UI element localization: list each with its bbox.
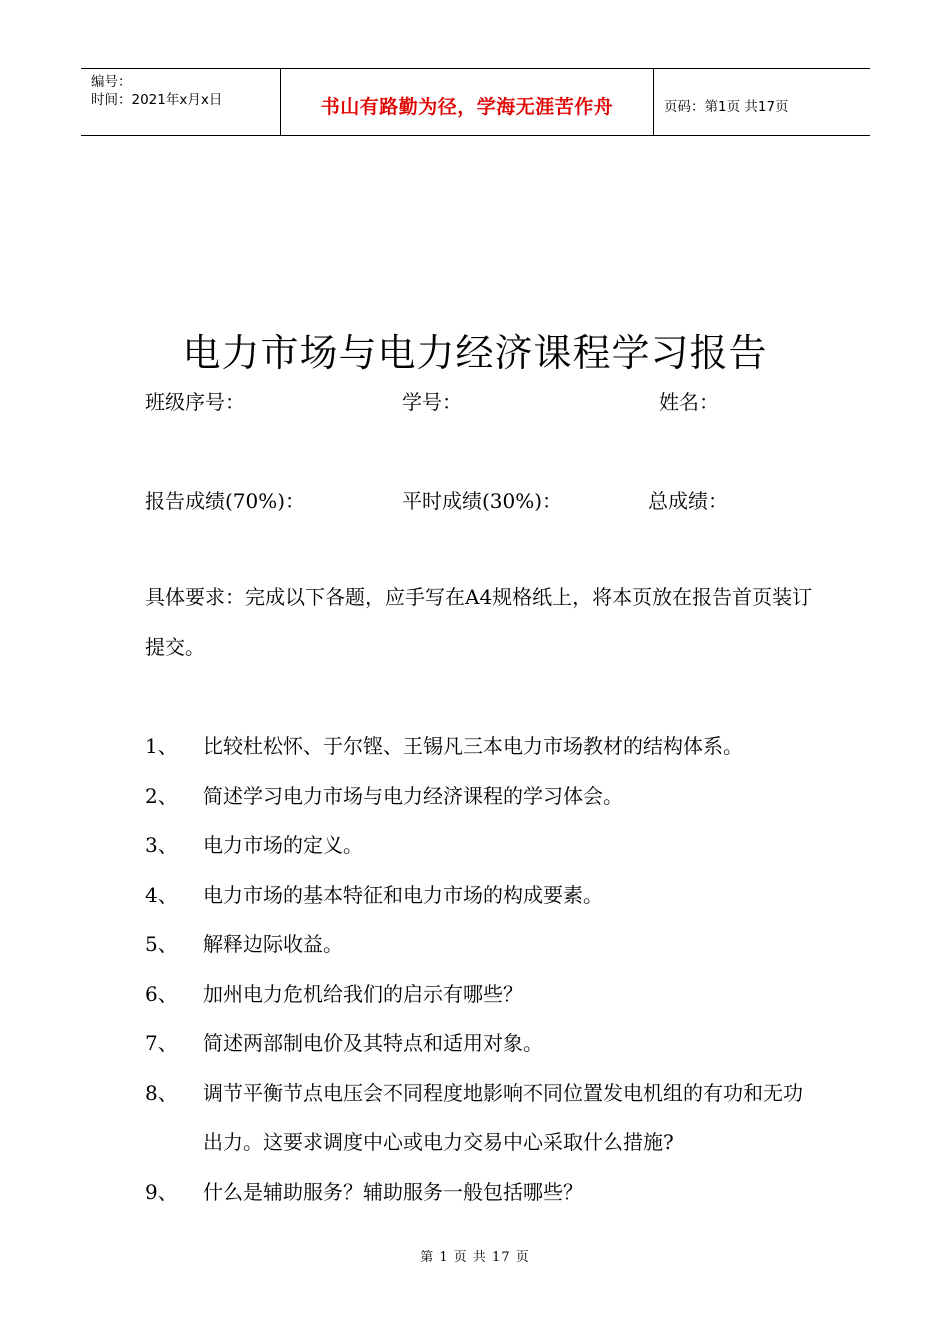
question-number: 5、 [145, 932, 178, 956]
header-meta [81, 69, 281, 135]
page-header [81, 68, 870, 136]
header-motto-cell [281, 69, 654, 135]
header-page-info-cell [654, 69, 870, 135]
question-text: 电力市场的定义。 [203, 833, 363, 857]
question-text: 简述两部制电价及其特点和适用对象。 [203, 1031, 543, 1055]
question-number: 1、 [145, 734, 178, 758]
question-list [145, 722, 815, 1217]
question-number: 2、 [145, 783, 178, 808]
question-number: 9、 [145, 1179, 178, 1204]
question-item [145, 1069, 815, 1168]
question-number: 4、 [145, 882, 178, 907]
requirements-text: 具体要求：完成以下各题，应手写在A4规格纸上，将本页放在报告首页装订提交。 [145, 585, 813, 659]
question-item [145, 920, 815, 970]
time-label: 时间：2021年x月x日 [91, 92, 223, 108]
header-page-info: 页码：第1页 共17页 [664, 99, 789, 115]
question-item [145, 871, 815, 921]
field-total-score: 总成绩： [648, 489, 728, 513]
question-text: 调节平衡节点电压会不同程度地影响不同位置发电机组的有功和无功出力。这要求调度中心或电力交易中心采取什么措施? [203, 1080, 803, 1154]
field-name: 姓名： [659, 390, 719, 414]
question-item [145, 1168, 815, 1218]
question-text: 比较杜松怀、于尔铿、王锡凡三本电力市场教材的结构体系。 [203, 734, 743, 758]
question-text: 加州电力危机给我们的启示有哪些？ [203, 981, 523, 1006]
field-class-no: 班级序号： [145, 390, 245, 414]
page-footer: 第 1 页 共 17 页 [420, 1250, 530, 1265]
question-text: 简述学习电力市场与电力经济课程的学习体会。 [203, 783, 623, 808]
question-text: 解释边际收益。 [203, 932, 343, 956]
question-item [145, 821, 815, 871]
question-item [145, 772, 815, 822]
question-item [145, 1019, 815, 1069]
question-item [145, 970, 815, 1020]
question-item [145, 722, 815, 772]
question-text: 电力市场的基本特征和电力市场的构成要素。 [203, 882, 603, 907]
question-text: 什么是辅助服务？辅助服务一般包括哪些？ [203, 1179, 583, 1204]
field-student-no: 学号： [402, 390, 462, 414]
document-title: 电力市场与电力经济课程学习报告 [182, 331, 768, 375]
field-regular-score: 平时成绩(30%)： [402, 489, 563, 513]
field-report-score: 报告成绩(70%)： [145, 489, 306, 513]
header-motto: 书山有路勤为径，学海无涯苦作舟 [320, 95, 614, 118]
question-number: 8、 [145, 1080, 178, 1105]
question-number: 6、 [145, 981, 178, 1006]
question-number: 3、 [145, 833, 178, 857]
serial-label: 编号： [91, 74, 132, 90]
question-number: 7、 [145, 1031, 178, 1055]
